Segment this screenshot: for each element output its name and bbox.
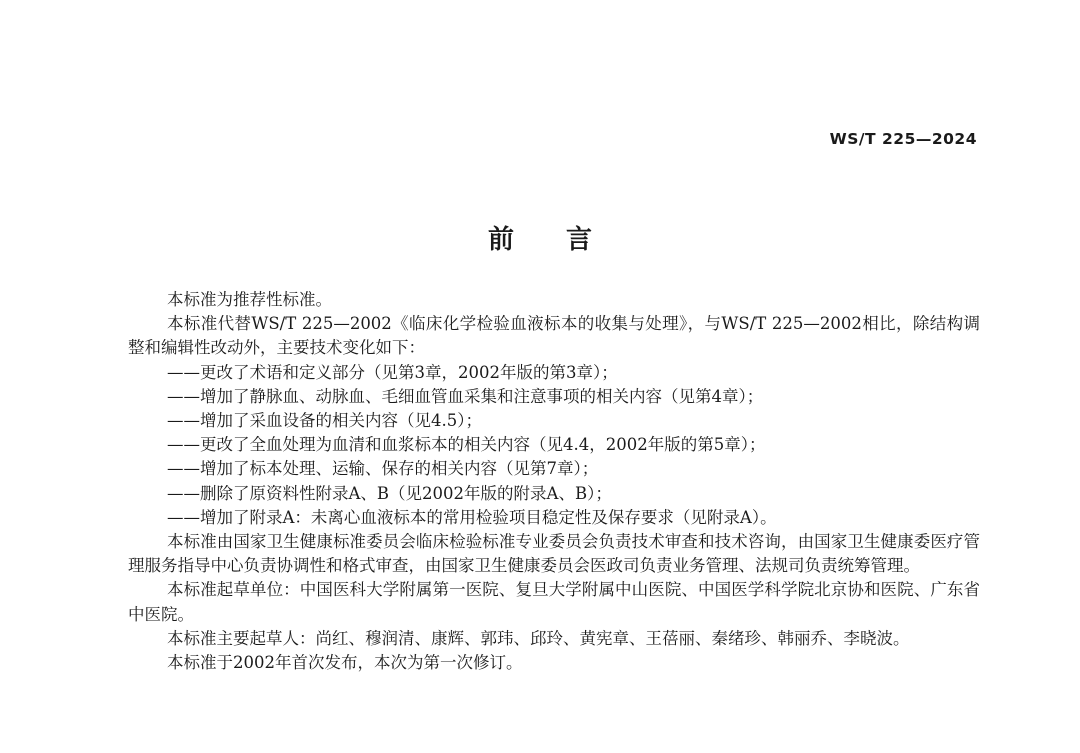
change-item: ——删除了原资料性附录A、B（见2002年版的附录A、B）； <box>167 483 612 503</box>
paragraph-review: 本标准由国家卫生健康标准委员会临床检验标准专业委员会负责技术审查和技术咨询，由国家卫生健康委医疗管理服务指导中心负责协调性和格式审查，由国家卫生健康委员会医政司负责业务管理、法规司负责统筹管理。 <box>128 532 980 576</box>
change-item: ——增加了标本处理、运输、保存的相关内容（见第7章）； <box>167 459 599 479</box>
page-title: 前言 <box>487 225 644 255</box>
paragraph-replaces: 本标准代替WS/T 225—2002《临床化学检验血液标本的收集与处理》，与WS/T 225—2002相比，除结构调整和编辑性改动外，主要技术变化如下： <box>128 314 980 358</box>
paragraph-drafting-units: 本标准起草单位：中国医科大学附属第一医院、复旦大学附属中山医院、中国医学科学院北京协和医院、广东省中医院。 <box>128 580 980 624</box>
change-item: ——增加了附录A：未离心血液标本的常用检验项目稳定性及保存要求（见附录A）。 <box>167 507 777 527</box>
change-item: ——更改了全血处理为血清和血浆标本的相关内容（见4.4，2002年版的第5章）； <box>167 435 766 455</box>
paragraph-recommended: 本标准为推荐性标准。 <box>167 290 332 309</box>
paragraph-drafters: 本标准主要起草人：尚红、穆润清、康辉、郭玮、邱玲、黄宪章、王蓓丽、秦绪珍、韩丽乔、李晓波。 <box>167 628 910 648</box>
preface-body <box>128 288 980 675</box>
standard-code: WS/T 225—2024 <box>829 130 977 148</box>
change-item: ——更改了术语和定义部分（见第3章，2002年版的第3章）； <box>167 362 618 382</box>
change-item: ——增加了静脉血、动脉血、毛细血管血采集和注意事项的相关内容（见第4章）； <box>167 386 764 406</box>
change-item: ——增加了采血设备的相关内容（见4.5）； <box>167 411 482 431</box>
paragraph-history: 本标准于2002年首次发布，本次为第一次修订。 <box>167 653 523 673</box>
